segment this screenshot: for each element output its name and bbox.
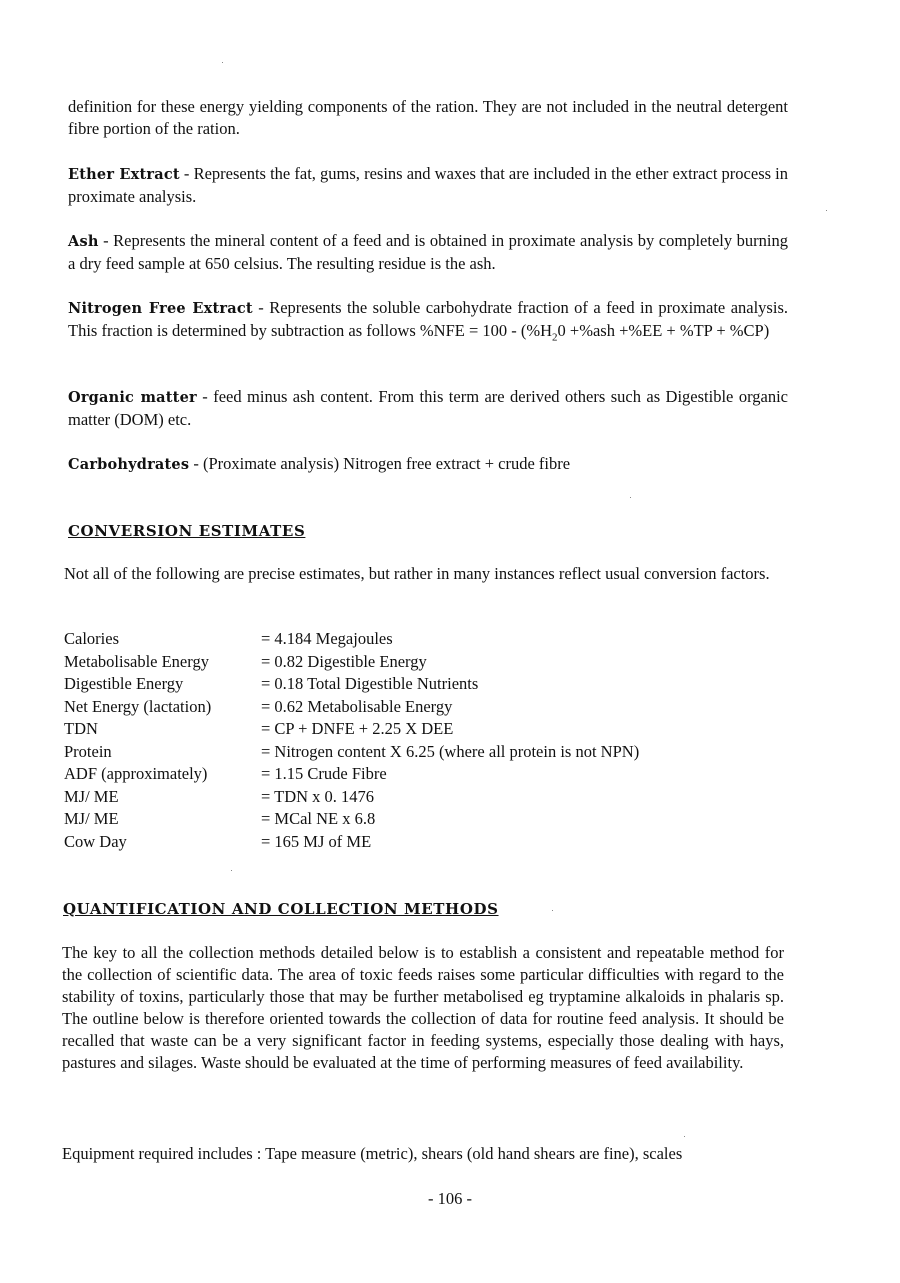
conversion-label: Metabolisable Energy <box>64 651 209 671</box>
carbohydrates-text: (Proximate analysis) Nitrogen free extract + crude fibre <box>202 454 571 473</box>
conversion-value: = 1.15 Crude Fibre <box>261 764 387 783</box>
term-separator: - <box>98 231 114 250</box>
conversion-value: = TDN x 0. 1476 <box>261 786 375 806</box>
table-row <box>64 673 639 696</box>
table-row <box>64 628 639 651</box>
ash-definition <box>68 230 788 275</box>
carbohydrates-definition <box>68 453 788 476</box>
conversion-estimates-heading: CONVERSION ESTIMATES <box>68 522 306 540</box>
conversion-label: Digestible Energy <box>64 674 184 693</box>
scan-speck <box>826 210 827 211</box>
term-separator: - <box>196 387 214 406</box>
quantification-paragraph <box>62 942 784 1074</box>
intro-paragraph <box>68 96 788 140</box>
conversion-intro <box>64 563 784 585</box>
conversion-label: MJ/ ME <box>64 809 119 828</box>
h2o-subscript: 2 <box>552 331 558 344</box>
conversion-label: TDN <box>64 719 98 738</box>
ether-extract-text: Represents the fat, gums, resins and waxes that are included in the ether extract process in proximate analysis. <box>68 164 789 206</box>
conversion-value: = CP + DNFE + 2.25 X DEE <box>261 719 454 738</box>
conversion-value: = 0.62 Metabolisable Energy <box>261 696 453 716</box>
ash-term: Ash <box>68 233 99 250</box>
ether-extract-definition <box>68 163 788 208</box>
conversion-value: = 4.184 Megajoules <box>261 629 393 648</box>
table-row <box>64 763 639 786</box>
conversion-label: ADF (approximately) <box>64 764 208 783</box>
page-number: - 106 - <box>428 1189 472 1208</box>
quantification-heading: QUANTIFICATION AND COLLECTION METHODS <box>63 900 499 918</box>
conversion-label: Calories <box>64 629 119 648</box>
conversion-value: = MCal NE x 6.8 <box>261 809 376 828</box>
scan-speck <box>222 62 223 63</box>
table-row <box>64 808 639 831</box>
nfe-definition <box>68 297 788 342</box>
ash-text: Represents the mineral content of a feed and is obtained in proximate analysis by completely burning a dry feed sample at 650 celsius. The resulting residue is the ash. <box>68 231 788 273</box>
quantification-text: The key to all the collection methods detailed below is to establish a consistent and repeatable method for the collection of scientific data. The area of toxic feeds raises some particular difficulties with regard to the stability of toxins, particularly those that may be further metabolised eg tryptamine alkaloids in phalaris sp. The outline below is therefore oriented towards the collection of data for routine feed analysis. It should be recalled that waste can be a very significant factor in feeding systems, especially those dealing with hays, pastures and silages. Waste should be evaluated at the time of performing measures of feed availability. <box>62 943 784 1072</box>
scan-speck <box>630 497 631 498</box>
table-row <box>64 651 639 674</box>
conversion-value: = 0.82 Digestible Energy <box>261 651 427 671</box>
term-separator: - <box>252 298 270 317</box>
conversion-value: = 165 MJ of ME <box>261 831 372 851</box>
equipment-paragraph <box>62 1143 802 1165</box>
table-row <box>64 786 639 809</box>
conversion-value: = Nitrogen content X 6.25 (where all protein is not NPN) <box>261 741 640 761</box>
scan-speck <box>231 870 232 871</box>
conversion-value: = 0.18 Total Digestible Nutrients <box>261 674 479 693</box>
conversion-label: Cow Day <box>64 831 127 851</box>
organic-matter-term: Organic matter <box>68 389 197 406</box>
table-row <box>64 718 639 741</box>
conversion-table <box>64 628 639 853</box>
scan-speck <box>684 1136 685 1137</box>
table-row <box>64 696 639 719</box>
conversion-label: Protein <box>64 741 112 761</box>
carbohydrates-term: Carbohydrates <box>68 456 190 473</box>
table-row <box>64 741 639 764</box>
nfe-text-after: 0 +%ash +%EE + %TP + %CP) <box>557 321 770 340</box>
term-separator: - <box>179 164 194 183</box>
conversion-label: Net Energy (lactation) <box>64 696 212 716</box>
intro-text: definition for these energy yielding components of the ration. They are not included in the neutral detergent fibre portion of the ration. <box>68 97 788 138</box>
nfe-text-before: Represents the soluble carbohydrate fraction of a feed in proximate analysis. This fraction is determined by subtraction as follows %NFE = 100 - (%H <box>68 298 788 340</box>
table-row <box>64 831 639 854</box>
organic-matter-text: feed minus ash content. From this term are derived others such as Digestible organic matter (DOM) etc. <box>68 387 788 429</box>
conversion-label: MJ/ ME <box>64 786 119 806</box>
conversion-intro-text: Not all of the following are precise estimates, but rather in many instances reflect usual conversion factors. <box>64 564 770 583</box>
nfe-term: Nitrogen Free Extract <box>68 300 253 317</box>
equipment-text: Equipment required includes : Tape measure (metric), shears (old hand shears are fine), scales <box>62 1144 683 1163</box>
term-separator: - <box>189 454 203 473</box>
ether-extract-term: Ether Extract <box>68 166 180 183</box>
organic-matter-definition <box>68 386 788 431</box>
scan-speck <box>552 910 553 911</box>
